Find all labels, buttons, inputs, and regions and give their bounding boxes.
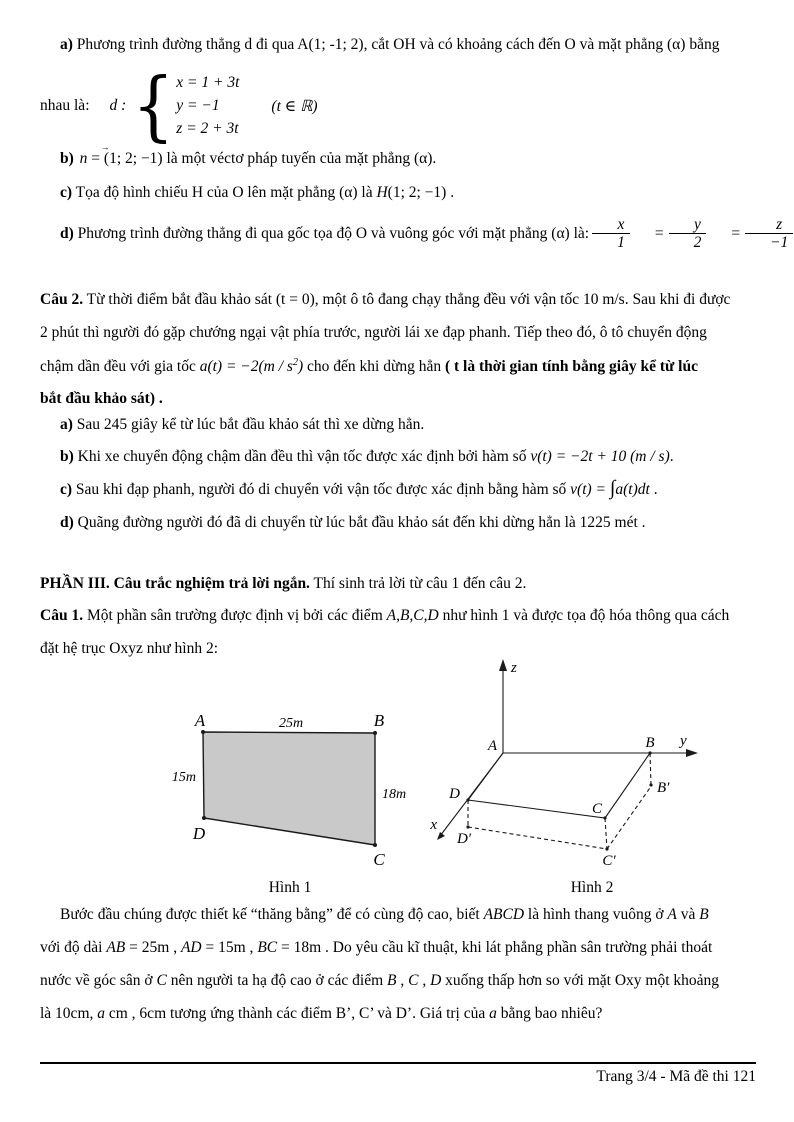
- statement-b1: [40, 142, 770, 168]
- para-line3: nước về góc sân ở C nên người ta hạ độ cao ở các điểm B , C , D xuống thấp hơn so với mặt Oxy một khoảng: [40, 972, 720, 989]
- label2-C: C: [591, 801, 603, 817]
- edge-Cp-Bp: [607, 785, 652, 849]
- label-18m: 18m: [382, 787, 407, 802]
- cau2-item-c: c) Sau khi đạp phanh, người đó di chuyển với vận tốc được xác định bằng hàm số v(t) = ∫a(t)dt .: [60, 477, 658, 499]
- label2-B: B: [645, 735, 655, 751]
- cau1-line1: Câu 1. Một phần sân trường được định vị bởi các điểm A,B,C,D như hình 1 và được tọa độ hóa thông qua cách: [40, 607, 730, 624]
- vertex-D: [202, 816, 206, 820]
- statement-a1: a) Phương trình đường thẳng d đi qua A(1; -1; 2), cắt OH và có khoảng cách đến O và mặt phẳng (α) bằng: [60, 36, 720, 53]
- label2-Bp: B′: [657, 780, 670, 796]
- vertex-A: [201, 730, 205, 734]
- point-Cp: [605, 847, 608, 850]
- label-D: D: [192, 824, 206, 843]
- drop-B: [650, 753, 651, 785]
- vertex-B: [373, 731, 377, 735]
- equals-sign: =: [731, 224, 741, 242]
- cau1-line2: đặt hệ trục Oxyz như hình 2:: [40, 640, 219, 657]
- label-A: A: [194, 711, 206, 730]
- cau2-item-d: d) Quãng đường người đó đã di chuyển từ lúc bắt đầu khảo sát đến khi dừng hẳn là 1225 mét .: [60, 514, 646, 531]
- cau2-item-a: a) Sau 245 giây kể từ lúc bắt đầu khảo sát thì xe dừng hẳn.: [60, 416, 425, 433]
- vertex-C: [373, 843, 377, 847]
- cau2-line2: 2 phút thì người đó gặp chướng ngại vật phía trước, người lái xe đạp phanh. Tiếp theo đó, ô tô chuyển động: [40, 324, 707, 341]
- system-equations: [176, 74, 239, 138]
- label-15m: 15m: [171, 770, 196, 785]
- cau2-line4: bắt đầu khảo sát) .: [40, 390, 163, 407]
- statement-c1: c) Tọa độ hình chiếu H của O lên mặt phẳng (α) là H(1; 2; −1) .: [60, 184, 455, 201]
- figure-hinh1: [172, 711, 406, 869]
- figure-hinh2-labels: [429, 660, 687, 869]
- edge-Dp-Cp: [468, 827, 607, 849]
- caption-hinh2: Hình 2: [570, 879, 614, 896]
- fraction-x: $\frac{x}{1}$: [592, 216, 630, 251]
- label2-Dp: D′: [456, 831, 472, 847]
- y-axis-arrow-icon: [686, 749, 698, 757]
- point-D: [466, 798, 469, 801]
- parametric-system: nhau là: d : { x = 1 + 3t y = −1 z = 2 + 3t (t ∈ ℝ): [40, 61, 318, 150]
- label2-Cp: C′: [602, 853, 616, 869]
- system-domain: (t ∈ ℝ): [271, 97, 318, 115]
- system-eq-y: y = −1: [176, 97, 220, 114]
- point-Dp: [466, 825, 469, 828]
- vector-arrow-icon: →: [100, 142, 110, 152]
- figure-hinh2: [437, 659, 698, 851]
- label-x: x: [430, 817, 437, 833]
- z-axis-arrow-icon: [499, 659, 507, 671]
- point-Bp: [649, 783, 652, 786]
- drop-C: [605, 818, 607, 849]
- footer-page-info: Trang 3/4 - Mã đề thi 121: [596, 1068, 756, 1085]
- label2-D: D: [449, 786, 460, 802]
- label-B: B: [373, 711, 385, 730]
- cau2-item-b: b) Khi xe chuyển động chậm dần đều thì vận tốc được xác định bởi hàm số v(t) = −2t + 10 (m / s).: [60, 448, 674, 465]
- vector-n: [79, 142, 110, 167]
- label2-A: A: [487, 738, 497, 754]
- statement-d1-text: d) Phương trình đường thẳng đi qua gốc tọa độ O và vuông góc với mặt phẳng (α) là:: [60, 224, 590, 242]
- system-eq-z: z = 2 + 3t: [176, 120, 239, 137]
- system-line-name: d :: [109, 97, 127, 114]
- x-axis-arrow-icon: [437, 832, 445, 840]
- point-B: [648, 751, 651, 754]
- label-C: C: [373, 850, 385, 869]
- part3-heading: PHẦN III. Câu trắc nghiệm trả lời ngắn. Thí sinh trả lời từ câu 1 đến câu 2.: [40, 575, 527, 592]
- fraction-y: $\frac{y}{2}$: [669, 216, 707, 251]
- point-C: [603, 816, 606, 819]
- statement-b1-text: = (1; 2; −1) là một véctơ pháp tuyến của mặt phẳng (α).: [91, 150, 437, 167]
- para-line1: Bước đầu chúng được thiết kế “thăng bằng” để có cùng độ cao, biết ABCD là hình thang vuông ở A và B: [60, 906, 709, 923]
- cau2-line1: Câu 2. Từ thời điểm bắt đầu khảo sát (t = 0), một ô tô đang chạy thẳng đều với vận tốc 10 m/s. Sau khi đi được: [40, 291, 731, 308]
- para-line2: với độ dài AB = 25m , AD = 15m , BC = 18m . Do yêu cầu kĩ thuật, khi lát phẳng phần sân trường phải thoát: [40, 939, 713, 956]
- cau2-line3: chậm dần đều với gia tốc $a(t) = -2(m / s^2)$ cho đến khi dừng hẳn ( t là thời gian tính bằng giây kể từ lúc: [40, 357, 698, 376]
- statement-b1-label: b): [60, 150, 74, 167]
- label-y: y: [680, 733, 687, 749]
- label-25m: 25m: [278, 716, 304, 731]
- fraction-z: $\frac{z}{-1}$: [745, 216, 793, 251]
- vector-n-base: n: [79, 150, 88, 167]
- para-line4: là 10cm, a cm , 6cm tương ứng thành các điểm B’, C’ và D’. Giá trị của a bằng bao nhiêu?: [40, 1005, 603, 1022]
- caption-hinh1: Hình 1: [268, 879, 312, 896]
- statement-d1: [40, 216, 794, 251]
- equals-sign: =: [654, 224, 664, 242]
- schoolyard-shape: [203, 732, 375, 845]
- system-prefix: nhau là:: [40, 97, 90, 114]
- plane-quad: [468, 753, 650, 818]
- label-z: z: [511, 660, 517, 676]
- footer-divider: [40, 1062, 756, 1064]
- system-eq-x: x = 1 + 3t: [176, 74, 240, 91]
- figures-canvas: [150, 655, 730, 873]
